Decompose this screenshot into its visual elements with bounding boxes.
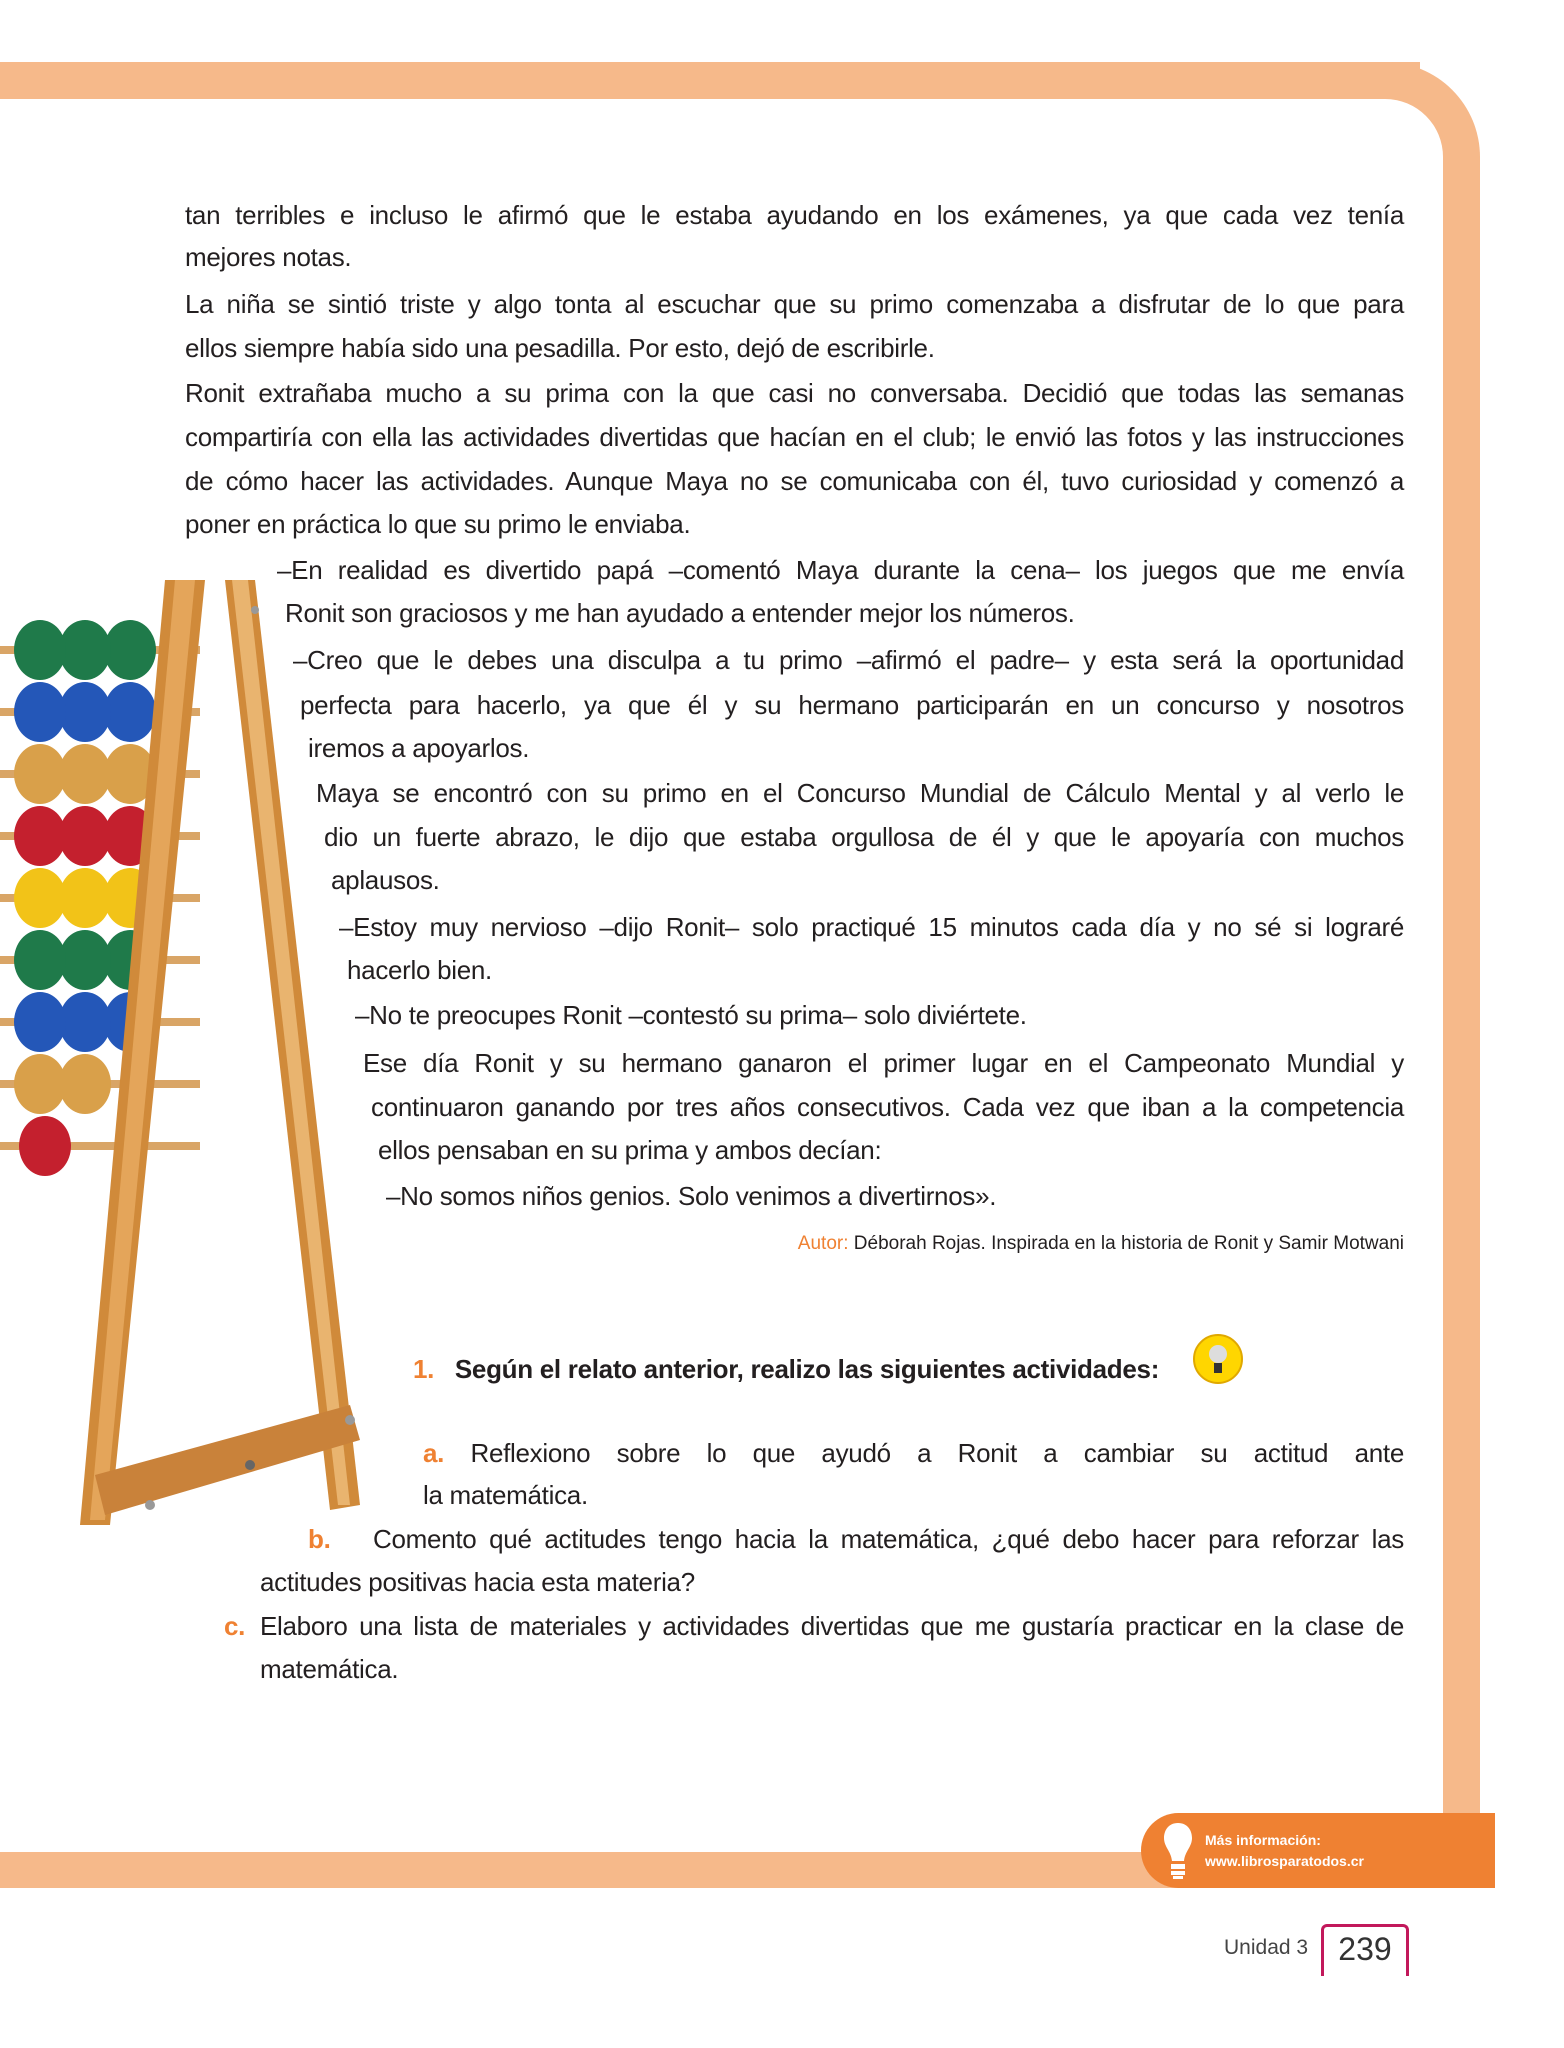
abacus-bead (14, 868, 66, 928)
story-line: Maya se encontró con su primo en el Concurso Mundial de Cálculo Mental y al verlo le (316, 778, 1404, 808)
story-line: Ese día Ronit y su hermano ganaron el primer lugar en el Campeonato Mundial y (363, 1048, 1404, 1078)
activity-c-cont: matemática. (260, 1654, 399, 1684)
abacus-bead (14, 1054, 66, 1114)
unit-label: Unidad 3 (1224, 1936, 1309, 1959)
abacus-bead (14, 806, 66, 866)
activity-a (423, 1436, 1404, 1470)
abacus-bead (14, 682, 66, 742)
story-line: –Creo que le debes una disculpa a tu primo –afirmó el padre– y esta será la oportunidad (293, 645, 1404, 675)
story-line: mejores notas. (185, 242, 352, 272)
story-line: ellos pensaban en su prima y ambos decían: (378, 1135, 882, 1165)
abacus-bead (14, 744, 66, 804)
abacus-bead (59, 1054, 111, 1114)
lightbulb-icon (1192, 1333, 1244, 1385)
abacus-bead (59, 744, 111, 804)
story-line: La niña se sintió triste y algo tonta al escuchar que su primo comenzaba a disfrutar de lo que para (185, 289, 1404, 319)
story-line: compartiría con ella las actividades divertidas que hacían en el club; le envió las fotos y las instrucciones (185, 422, 1404, 452)
story-line: hacerlo bien. (347, 955, 492, 985)
abacus-bead (59, 992, 111, 1052)
activity-c-letter: c. (224, 1611, 246, 1641)
abacus-bead (104, 620, 156, 680)
story-line: perfecta para hacerlo, ya que él y su hermano participarán en un concurso y nosotros (300, 690, 1404, 720)
abacus-bead (14, 930, 66, 990)
abacus-bead (19, 1116, 71, 1176)
activity-number: 1. (413, 1354, 435, 1384)
story-line: Ronit extrañaba mucho a su prima con la que casi no conversaba. Decidió que todas las semanas (185, 378, 1404, 408)
story-line: continuaron ganando por tres años consecutivos. Cada vez que iban a la competencia (371, 1092, 1404, 1122)
abacus-bead (104, 682, 156, 742)
story-line: iremos a apoyarlos. (308, 733, 530, 763)
frame-top-band (0, 62, 1420, 99)
author-credit (798, 1233, 1404, 1255)
story-line: dio un fuerte abrazo, le dijo que estaba orgullosa de él y que le apoyaría con muchos (324, 822, 1404, 852)
activity-b-text: Comento qué actitudes tengo hacia la matemática, ¿qué debo hacer para reforzar las (373, 1524, 1404, 1554)
abacus-bead (59, 620, 111, 680)
abacus-bead (59, 868, 111, 928)
activity-a-cont: la matemática. (423, 1480, 588, 1510)
story-line: poner en práctica lo que su primo le enviaba. (185, 509, 691, 539)
activity-b-letter: b. (308, 1524, 331, 1554)
story-line: aplausos. (331, 865, 440, 895)
activity-a-text: Reflexiono sobre lo que ayudó a Ronit a cambiar su actitud ante (470, 1438, 1404, 1468)
story-line: de cómo hacer las actividades. Aunque Maya no se comunicaba con él, tuvo curiosidad y comenzó a (185, 466, 1404, 496)
story-line: –En realidad es divertido papá –comentó Maya durante la cena– los juegos que me envía (277, 555, 1404, 585)
activity-c-text: Elaboro una lista de materiales y actividades divertidas que me gustaría practicar en la clase de (260, 1611, 1404, 1641)
abacus-bead (59, 930, 111, 990)
story-line: ellos siempre había sido una pesadilla. Por esto, dejó de escribirle. (185, 333, 935, 363)
page-number: 239 (1321, 1924, 1409, 1976)
author-text: Déborah Rojas. Inspirada en la historia de Ronit y Samir Motwani (853, 1233, 1404, 1254)
more-info-banner (1141, 1813, 1495, 1888)
story-line: –No somos niños genios. Solo venimos a divertirnos». (386, 1181, 997, 1211)
abacus-bead (59, 806, 111, 866)
activity-a-letter: a. (423, 1438, 445, 1468)
frame-bottom-band (0, 1852, 1200, 1888)
abacus-bead (14, 992, 66, 1052)
author-label: Autor: (797, 1233, 849, 1254)
activity-title: Según el relato anterior, realizo las siguientes actividades: (454, 1354, 1160, 1384)
story-line: –Estoy muy nervioso –dijo Ronit– solo practiqué 15 minutos cada día y no sé si lograré (339, 912, 1404, 942)
abacus-bead (59, 682, 111, 742)
lightbulb-icon (1163, 1821, 1193, 1879)
frame-corner (1340, 62, 1480, 202)
frame-right-band (1443, 190, 1480, 1830)
more-info-title: Más información: (1205, 1832, 1321, 1848)
abacus-bead (14, 620, 66, 680)
activity-heading (413, 1352, 1159, 1386)
more-info-url[interactable]: www.librosparatodos.cr (1205, 1853, 1364, 1869)
story-line: –No te preocupes Ronit –contestó su prima– solo diviértete. (355, 1000, 1027, 1030)
story-line: Ronit son graciosos y me han ayudado a entender mejor los números. (285, 598, 1075, 628)
story-line: tan terribles e incluso le afirmó que le estaba ayudando en los exámenes, ya que cada vez tenía (185, 200, 1404, 230)
activity-b-cont: actitudes positivas hacia esta materia? (260, 1567, 695, 1597)
